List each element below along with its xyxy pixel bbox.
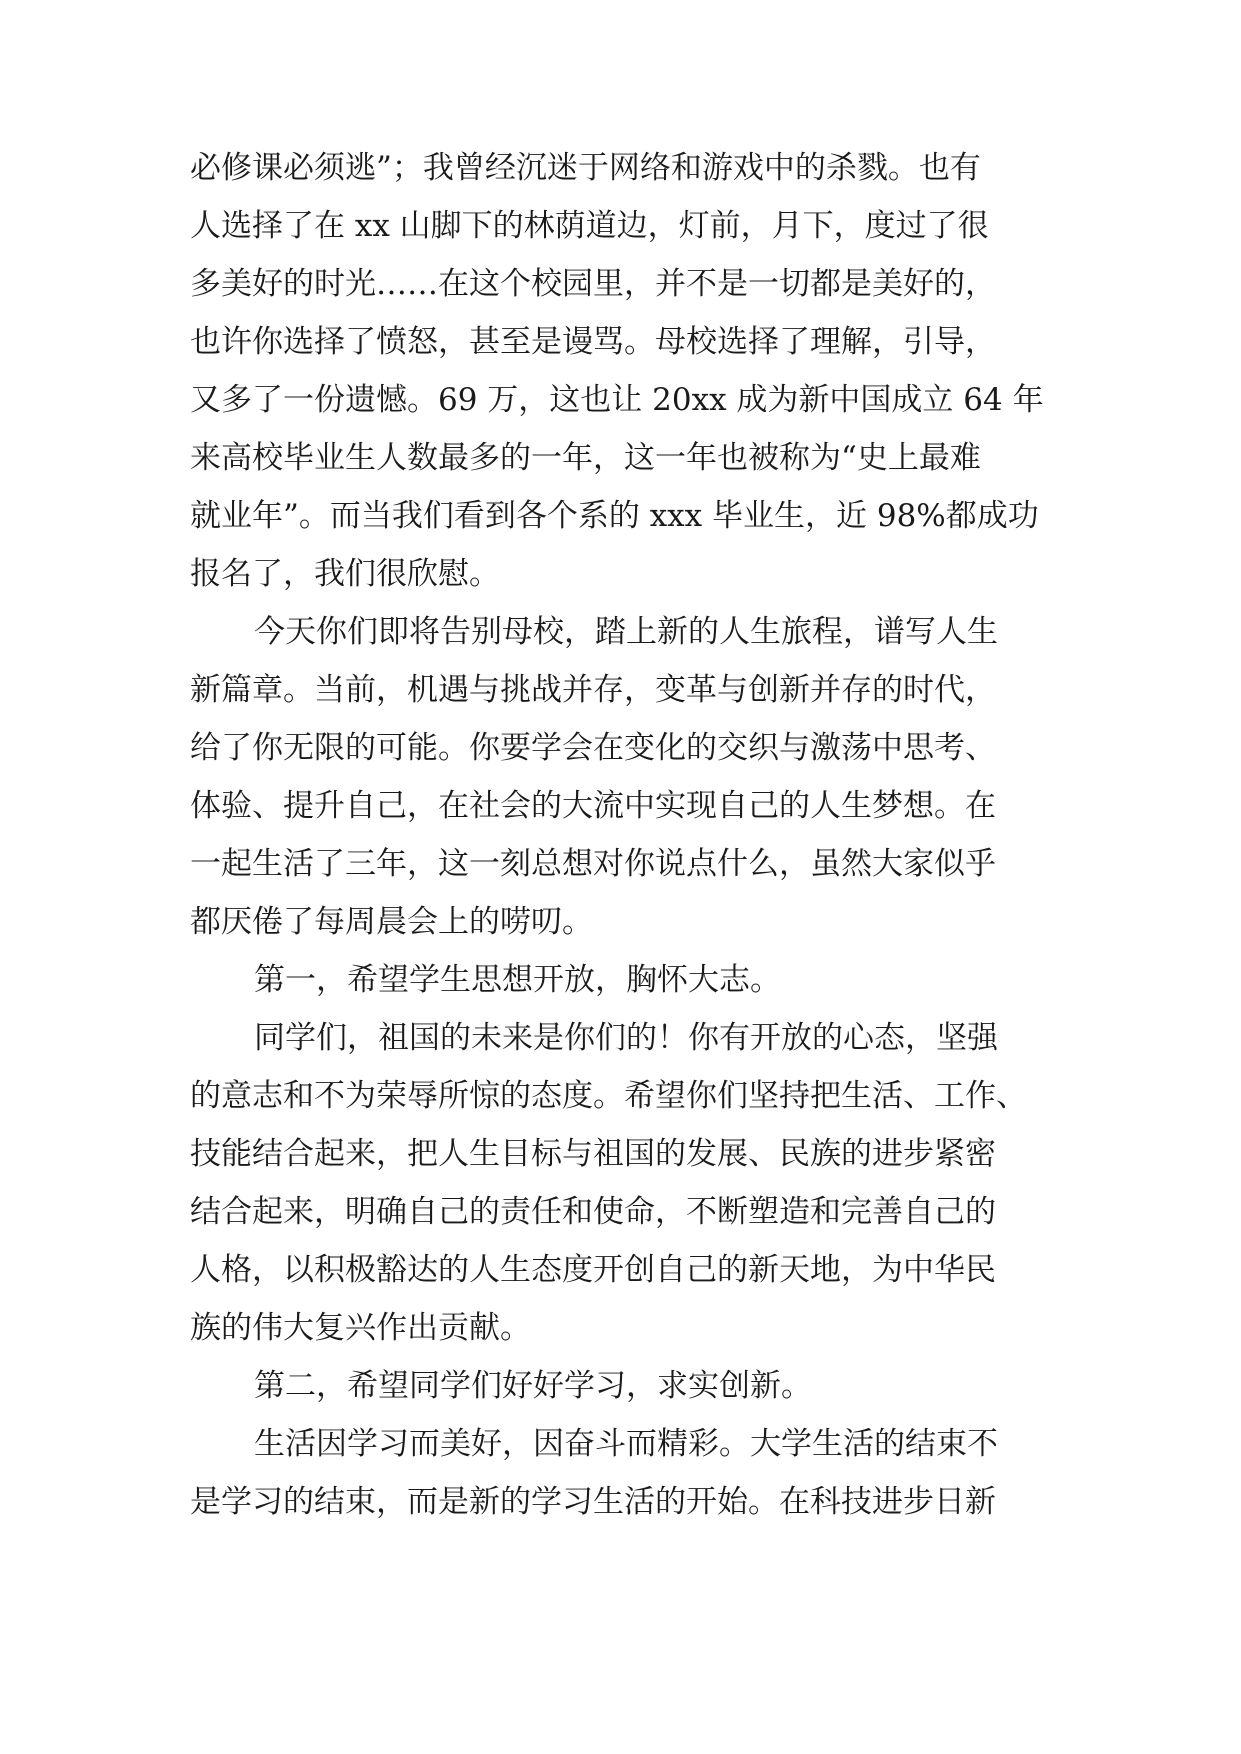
text-line: 就业年”。而当我们看到各个系的 xxx 毕业生，近 98%都成功 xyxy=(190,498,1039,534)
text-line: 是学习的结束，而是新的学习生活的开始。在科技进步日新 xyxy=(190,1484,996,1520)
paragraph-start-line: 生活因学习而美好，因奋斗而精彩。大学生活的结束不 xyxy=(254,1426,998,1462)
text-line: 都厌倦了每周晨会上的唠叨。 xyxy=(190,904,593,940)
text-line: 的意志和不为荣辱所惊的态度。希望你们坚持把生活、工作、 xyxy=(190,1078,1027,1114)
paragraph-start-line: 今天你们即将告别母校，踏上新的人生旅程，谱写人生 xyxy=(254,614,998,650)
text-line: 一起生活了三年，这一刻总想对你说点什么，虽然大家似乎 xyxy=(190,846,996,882)
text-line: 来高校毕业生人数最多的一年，这一年也被称为“史上最难 xyxy=(190,440,981,476)
paragraph-start-line: 同学们，祖国的未来是你们的！你有开放的心态，坚强 xyxy=(254,1020,998,1056)
text-line: 人格，以积极豁达的人生态度开创自己的新天地，为中华民 xyxy=(190,1252,996,1288)
text-line: 多美好的时光……在这个校园里，并不是一切都是美好的， xyxy=(190,266,996,302)
text-line: 必修课必须逃”；我曾经沉迷于网络和游戏中的杀戮。也有 xyxy=(190,150,981,186)
text-line: 体验、提升自己，在社会的大流中实现自己的人生梦想。在 xyxy=(190,788,996,824)
text-line: 也许你选择了愤怒，甚至是谩骂。母校选择了理解，引导， xyxy=(190,324,996,360)
section-heading-line: 第二，希望同学们好好学习，求实创新。 xyxy=(254,1368,812,1404)
text-line: 人选择了在 xx 山脚下的林荫道边，灯前，月下，度过了很 xyxy=(190,208,989,244)
text-line: 又多了一份遗憾。69 万，这也让 20xx 成为新中国成立 64 年 xyxy=(190,382,1044,418)
section-heading-line: 第一，希望学生思想开放，胸怀大志。 xyxy=(254,962,781,998)
text-line: 给了你无限的可能。你要学会在变化的交织与激荡中思考、 xyxy=(190,730,996,766)
text-line: 新篇章。当前，机遇与挑战并存，变革与创新并存的时代， xyxy=(190,672,996,708)
text-line: 报名了，我们很欣慰。 xyxy=(190,556,500,592)
text-line: 结合起来，明确自己的责任和使命，不断塑造和完善自己的 xyxy=(190,1194,996,1230)
text-line: 族的伟大复兴作出贡献。 xyxy=(190,1310,531,1346)
text-line: 技能结合起来，把人生目标与祖国的发展、民族的进步紧密 xyxy=(190,1136,996,1172)
